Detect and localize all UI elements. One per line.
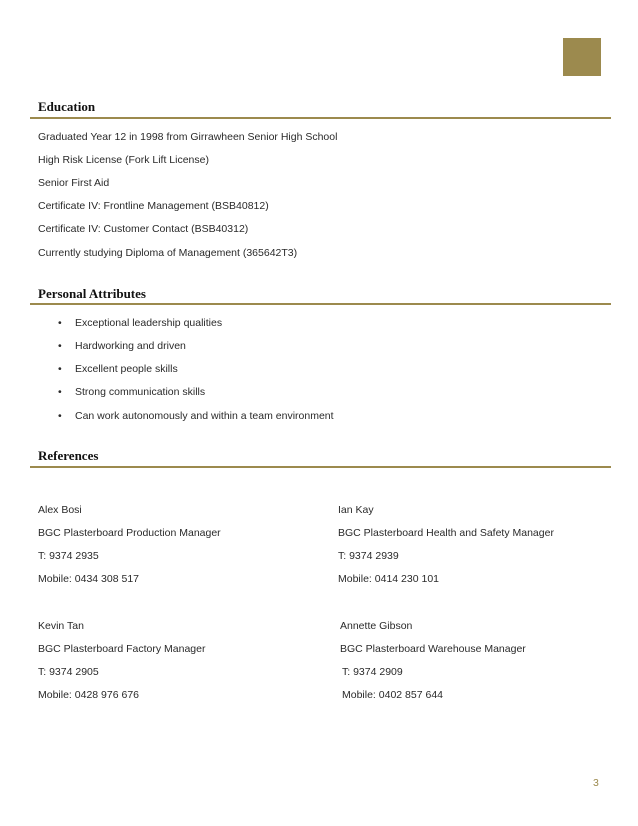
attribute-list-item [58,410,334,422]
reference-name: Ian Kay [338,504,374,516]
reference-name: Alex Bosi [38,504,82,516]
attribute-list-item [58,340,186,352]
references-divider [30,466,611,468]
attribute-list-item [58,317,222,329]
education-item: Certificate IV: Frontline Management (BSB40812) [38,200,269,212]
attribute-text: Can work autonomously and within a team environment [75,410,334,422]
attribute-text: Strong communication skills [75,386,206,398]
reference-mobile: Mobile: 0402 857 644 [342,689,443,701]
reference-role: BGC Plasterboard Factory Manager [38,643,206,655]
page-number: 3 [593,777,599,789]
decorative-accent-square [563,38,601,76]
reference-role: BGC Plasterboard Health and Safety Manager [338,527,554,539]
attribute-list-item [58,363,178,375]
reference-phone: T: 9374 2909 [342,666,403,678]
education-item: Currently studying Diploma of Management (365642T3) [38,247,298,259]
education-item: High Risk License (Fork Lift License) [38,154,209,166]
reference-phone: T: 9374 2905 [38,666,99,678]
reference-phone: T: 9374 2935 [38,550,99,562]
education-item: Certificate IV: Customer Contact (BSB40312) [38,223,249,235]
bullet-icon: • [58,410,62,422]
attributes-divider [30,303,611,305]
reference-mobile: Mobile: 0434 308 517 [38,573,139,585]
bullet-icon: • [58,340,62,352]
education-heading: Education [38,99,96,114]
reference-role: BGC Plasterboard Warehouse Manager [340,643,526,655]
education-item: Senior First Aid [38,177,110,189]
references-heading: References [38,448,99,463]
bullet-icon: • [58,317,62,329]
reference-phone: T: 9374 2939 [338,550,399,562]
reference-mobile: Mobile: 0428 976 676 [38,689,139,701]
attributes-heading: Personal Attributes [38,286,146,301]
reference-mobile: Mobile: 0414 230 101 [338,573,439,585]
attribute-text: Excellent people skills [75,363,178,375]
education-item: Graduated Year 12 in 1998 from Girrawheen Senior High School [38,131,338,143]
education-divider [30,117,611,119]
bullet-icon: • [58,363,62,375]
reference-name: Kevin Tan [38,620,84,632]
attribute-text: Exceptional leadership qualities [75,317,223,329]
reference-name: Annette Gibson [340,620,413,632]
attribute-text: Hardworking and driven [75,340,186,352]
attribute-list-item [58,386,205,398]
reference-role: BGC Plasterboard Production Manager [38,527,221,539]
bullet-icon: • [58,386,62,398]
